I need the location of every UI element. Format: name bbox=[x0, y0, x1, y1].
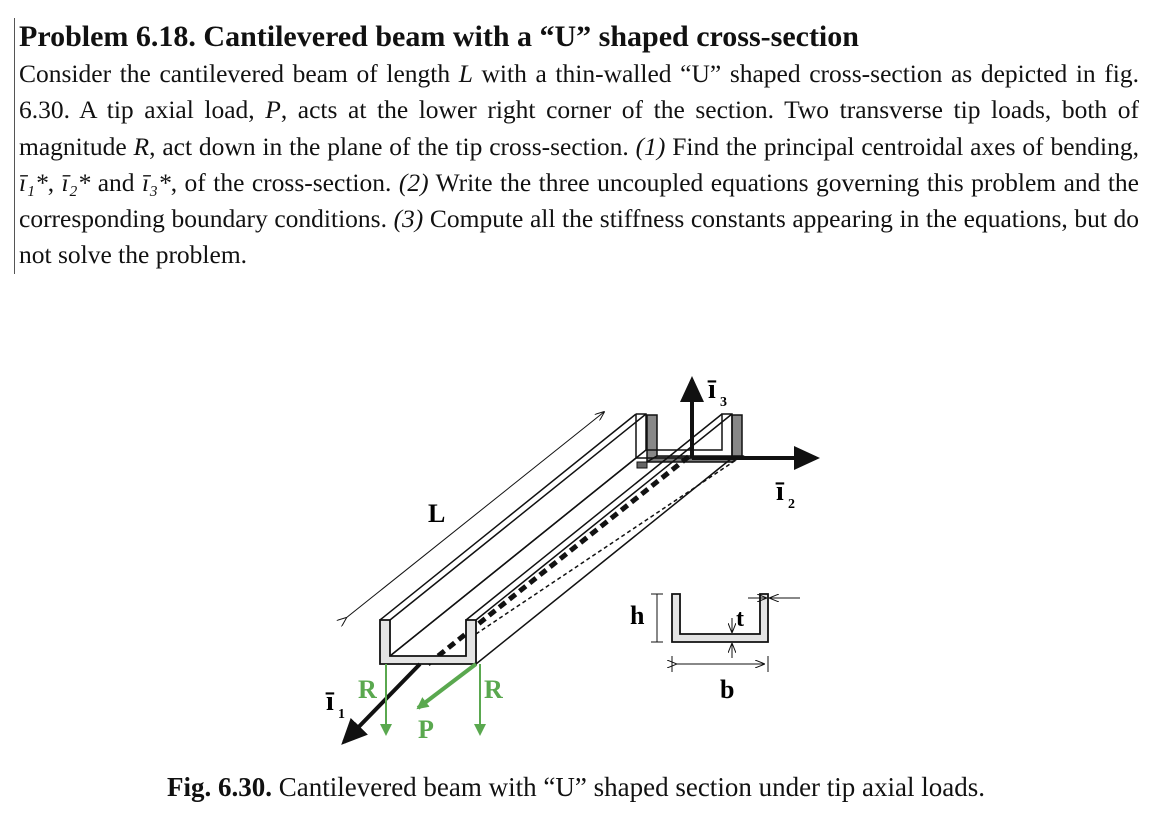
figure-caption bbox=[0, 770, 1152, 804]
symbol-L: L bbox=[458, 59, 473, 88]
text-p2: with a thin-walled “U” shaped cross-section as depicted in fig. 6.30. A tip axial load, bbox=[19, 59, 1139, 125]
tip-section bbox=[637, 415, 742, 468]
load-P-arrow bbox=[418, 664, 476, 708]
text-p7: Write the three uncoupled equations governing this problem and the corresponding boundary conditions. bbox=[19, 167, 1139, 234]
text-and: and bbox=[90, 167, 142, 197]
text-p5: Find the principal centroidal axes of bending, bbox=[665, 131, 1139, 161]
symbol-R: R bbox=[133, 131, 150, 161]
label-i2-sub: 2 bbox=[788, 497, 795, 512]
symbol-i1-star: ī₁* bbox=[19, 167, 48, 197]
symbol-i2-star: ī₂* bbox=[61, 167, 91, 197]
text-sep1: , bbox=[47, 167, 62, 197]
label-P: P bbox=[418, 715, 434, 744]
text-p4: , act down in the plane of the tip cross-section. bbox=[149, 131, 636, 161]
question-3-marker: (3) bbox=[393, 204, 424, 234]
problem-text bbox=[19, 56, 1139, 274]
caption-label: Fig. 6.30. bbox=[166, 772, 272, 802]
label-i3: ī bbox=[708, 374, 716, 405]
label-L: L bbox=[428, 499, 446, 528]
symbol-P: P bbox=[265, 95, 281, 125]
question-2-marker: (2) bbox=[398, 167, 429, 197]
caption-text: Cantilevered beam with “U” shaped section under tip axial loads. bbox=[271, 772, 986, 802]
problem-statement bbox=[14, 18, 1139, 274]
label-i2: ī bbox=[776, 476, 784, 507]
label-R-right: R bbox=[484, 675, 503, 704]
section-sketch bbox=[651, 594, 800, 672]
text-p6: , of the cross-section. bbox=[170, 167, 399, 197]
question-1-marker: (1) bbox=[635, 131, 666, 161]
bottom-edge-dotted bbox=[476, 460, 736, 634]
text-p3: , acts at the lower right corner of the section. Two transverse tip loads, both of magnitude bbox=[19, 95, 1139, 161]
text-p1: Consider the cantilevered beam of length bbox=[19, 59, 459, 88]
text-p8: Compute all the stiffness constants appearing in the equations, but do not solve the problem. bbox=[19, 204, 1139, 270]
label-b: b bbox=[720, 675, 735, 704]
axis-i1-arrow bbox=[344, 664, 420, 742]
label-i1: ī bbox=[326, 686, 334, 717]
problem-title: Problem 6.18. Cantilevered beam with a “U” shaped cross-section bbox=[19, 20, 859, 53]
beam-figure bbox=[320, 372, 840, 752]
symbol-i3-star: ī₃* bbox=[142, 167, 171, 197]
label-t: t bbox=[736, 606, 744, 632]
label-i3-sub: 3 bbox=[720, 395, 727, 410]
label-h: h bbox=[630, 601, 645, 630]
label-i1-sub: 1 bbox=[338, 707, 345, 722]
label-R-left: R bbox=[358, 675, 377, 704]
near-section bbox=[380, 620, 476, 664]
